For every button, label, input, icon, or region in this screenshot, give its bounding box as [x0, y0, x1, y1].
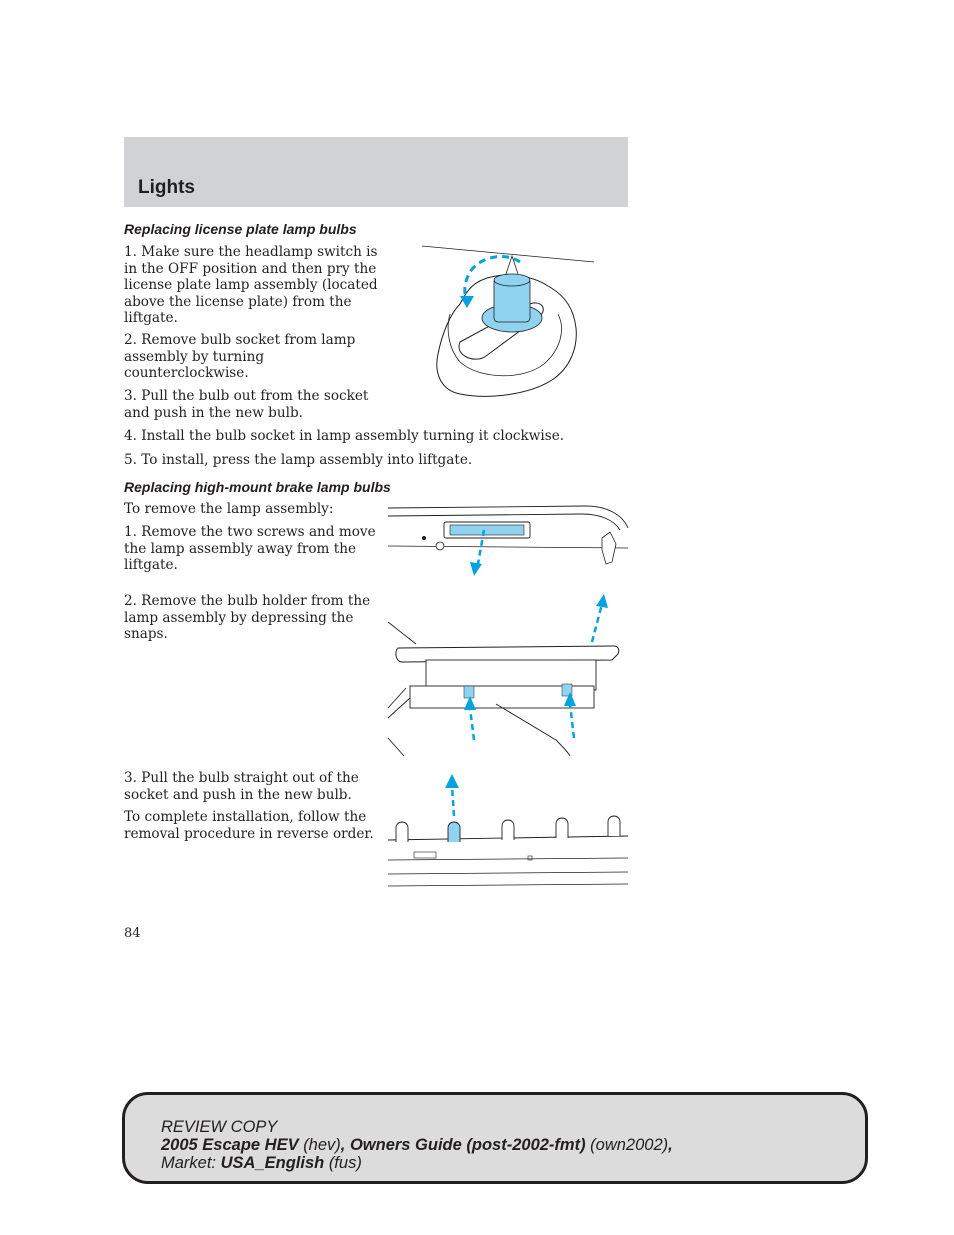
- bulb-removal-illustration: [386, 770, 630, 888]
- bulb-holder-illustration: [386, 590, 630, 758]
- license-step-4: 4. Install the bulb socket in lamp assembly turning it clockwise.: [124, 428, 565, 444]
- license-step-2: 2. Remove bulb socket from lamp assembly by turning counterclockwise.: [124, 332, 356, 382]
- footer-guide-code: (own2002): [590, 1136, 669, 1154]
- heading-license-plate: Replacing license plate lamp bulbs: [124, 221, 357, 237]
- license-lamp-illustration: [420, 244, 600, 400]
- footer-market-label: Market:: [161, 1154, 217, 1172]
- footer-sep1: ,: [340, 1136, 350, 1154]
- footer-market-code: (fus): [328, 1154, 362, 1172]
- footer-guide: Owners Guide (post-2002-fmt): [349, 1136, 586, 1154]
- brake-step-1: 1. Remove the two screws and move the lamp assembly away from the liftgate.: [124, 524, 376, 574]
- footer-model-code: (hev): [303, 1136, 341, 1154]
- footer-sep2: ,: [668, 1136, 673, 1154]
- footer-review-copy: REVIEW COPY: [161, 1118, 278, 1136]
- brake-complete: To complete installation, follow the removal procedure in reverse order.: [124, 809, 374, 842]
- license-step-3: 3. Pull the bulb out from the socket and push in the new bulb.: [124, 388, 369, 421]
- brake-step-2: 2. Remove the bulb holder from the lamp assembly by depressing the snaps.: [124, 593, 371, 643]
- footer-model: 2005 Escape HEV: [161, 1136, 299, 1154]
- license-step-5: 5. To install, press the lamp assembly into liftgate.: [124, 452, 473, 468]
- heading-brake-lamp: Replacing high-mount brake lamp bulbs: [124, 479, 391, 495]
- page-title: Lights: [138, 177, 195, 198]
- license-step-1: 1. Make sure the headlamp switch is in the OFF position and then pry the license plate lamp assembly (located above the license plate) from the liftgate.: [124, 244, 378, 327]
- page-number: 84: [124, 926, 141, 941]
- brake-step-3: 3. Pull the bulb straight out of the socket and push in the new bulb.: [124, 770, 359, 803]
- footer-market: USA_English: [220, 1154, 325, 1172]
- brake-lamp-illustration: [386, 502, 630, 580]
- brake-intro: To remove the lamp assembly:: [124, 501, 334, 517]
- section-header-band: [124, 137, 628, 207]
- footer-text: [161, 1118, 673, 1172]
